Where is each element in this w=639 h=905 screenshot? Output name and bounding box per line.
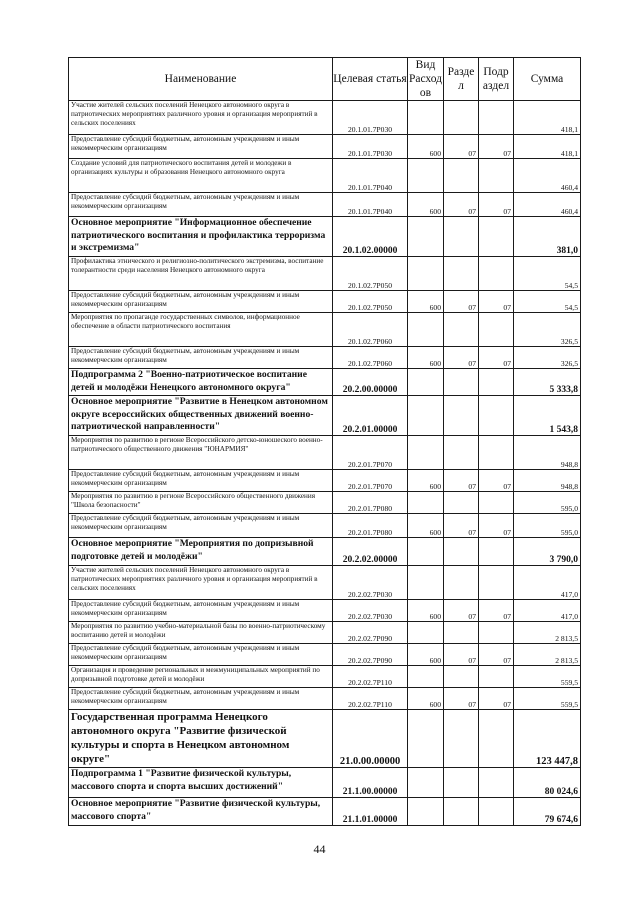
cell-subsection: [479, 101, 514, 135]
cell-sum: 3 790,0: [514, 538, 581, 566]
cell-name: Предоставление субсидий бюджетным, автономным учреждениям и иным некоммерческим организациям: [69, 600, 333, 622]
cell-expense-type: [408, 666, 444, 688]
cell-target-article: 20.2.02.7Р030: [333, 600, 408, 622]
cell-expense-type: [408, 101, 444, 135]
cell-target-article: 20.1.02.7Р050: [333, 257, 408, 291]
cell-sum: 559,5: [514, 688, 581, 710]
cell-subsection: 07: [479, 193, 514, 217]
cell-section: [444, 436, 479, 470]
cell-subsection: 07: [479, 600, 514, 622]
cell-sum: 326,5: [514, 313, 581, 347]
cell-sum: 417,0: [514, 566, 581, 600]
cell-target-article: 20.2.00.00000: [333, 369, 408, 396]
cell-sum: 2 813,5: [514, 644, 581, 666]
cell-subsection: [479, 313, 514, 347]
cell-subsection: [479, 566, 514, 600]
header-section: Разде л: [444, 58, 479, 101]
cell-section: 07: [444, 291, 479, 313]
cell-sum: 326,5: [514, 347, 581, 369]
budget-table: [68, 57, 581, 826]
cell-name: Подпрограмма 1 "Развитие физической культуры, массового спорта и спорта высших достижений": [69, 768, 333, 798]
cell-expense-type: 600: [408, 688, 444, 710]
cell-sum: 418,1: [514, 135, 581, 159]
cell-sum: 460,4: [514, 159, 581, 193]
table-row: [69, 101, 581, 135]
cell-target-article: 20.2.01.7Р080: [333, 492, 408, 514]
cell-sum: 381,0: [514, 217, 581, 257]
cell-expense-type: [408, 217, 444, 257]
cell-sum: 1 543,8: [514, 396, 581, 436]
cell-sum: 123 447,8: [514, 710, 581, 768]
cell-sum: 418,1: [514, 101, 581, 135]
cell-subsection: [479, 538, 514, 566]
cell-subsection: [479, 396, 514, 436]
cell-expense-type: [408, 313, 444, 347]
cell-target-article: 20.2.02.7Р110: [333, 688, 408, 710]
cell-target-article: 20.1.02.7Р050: [333, 291, 408, 313]
table-row: [69, 622, 581, 644]
table-row: [69, 566, 581, 600]
cell-name: Основное мероприятие "Развитие в Ненецком автономном округе всероссийских общественных движений военно-патриотической направленности": [69, 396, 333, 436]
cell-section: 07: [444, 347, 479, 369]
cell-name: Предоставление субсидий бюджетным, автономным учреждениям и иным некоммерческим организациям: [69, 347, 333, 369]
cell-section: [444, 257, 479, 291]
cell-section: 07: [444, 600, 479, 622]
cell-name: Создание условий для патриотического воспитания детей и молодежи в организациях культуры и образования Ненецкого автономного округа: [69, 159, 333, 193]
cell-section: [444, 159, 479, 193]
cell-subsection: 07: [479, 514, 514, 538]
cell-target-article: 20.1.01.7Р040: [333, 159, 408, 193]
cell-name: Предоставление субсидий бюджетным, автономным учреждениям и иным некоммерческим организациям: [69, 291, 333, 313]
cell-expense-type: [408, 566, 444, 600]
cell-expense-type: [408, 798, 444, 826]
cell-sum: 54,5: [514, 257, 581, 291]
table-row: [69, 666, 581, 688]
cell-name: Предоставление субсидий бюджетным, автономным учреждениям и иным некоммерческим организациям: [69, 470, 333, 492]
cell-sum: 460,4: [514, 193, 581, 217]
cell-name: Государственная программа Ненецкого автономного округа "Развитие физической культуры и спорта в Ненецком автономном округе": [69, 710, 333, 768]
cell-expense-type: [408, 492, 444, 514]
cell-name: Предоставление субсидий бюджетным, автономным учреждениям и иным некоммерческим организациям: [69, 644, 333, 666]
cell-section: 07: [444, 470, 479, 492]
cell-sum: 5 333,8: [514, 369, 581, 396]
cell-target-article: 20.1.02.7Р060: [333, 347, 408, 369]
table-row: [69, 436, 581, 470]
table-row: [69, 369, 581, 396]
cell-target-article: 20.1.01.7Р030: [333, 135, 408, 159]
cell-target-article: 21.1.00.00000: [333, 768, 408, 798]
cell-subsection: 07: [479, 135, 514, 159]
cell-expense-type: [408, 369, 444, 396]
cell-target-article: 20.2.02.7Р030: [333, 566, 408, 600]
cell-sum: 80 024,6: [514, 768, 581, 798]
cell-expense-type: [408, 710, 444, 768]
table-header: [69, 58, 581, 101]
table-row: [69, 688, 581, 710]
table-row: [69, 257, 581, 291]
cell-sum: 948,8: [514, 436, 581, 470]
cell-expense-type: [408, 436, 444, 470]
table-row: [69, 159, 581, 193]
cell-name: Мероприятия по развитию учебно-материальной базы по военно-патриотическому воспитанию детей и молодёжи: [69, 622, 333, 644]
cell-name: Предоставление субсидий бюджетным, автономным учреждениям и иным некоммерческим организациям: [69, 193, 333, 217]
cell-subsection: [479, 666, 514, 688]
cell-subsection: [479, 492, 514, 514]
cell-target-article: 20.2.02.00000: [333, 538, 408, 566]
cell-name: Предоставление субсидий бюджетным, автономным учреждениям и иным некоммерческим организациям: [69, 135, 333, 159]
cell-subsection: [479, 436, 514, 470]
cell-section: [444, 798, 479, 826]
cell-target-article: 20.2.02.7Р090: [333, 644, 408, 666]
table-row: [69, 538, 581, 566]
table-row: [69, 396, 581, 436]
cell-target-article: 20.2.01.7Р070: [333, 470, 408, 492]
cell-name: Профилактика этнического и религиозно-политического экстремизма, воспитание толерантности среди населения Ненецкого автономного округа: [69, 257, 333, 291]
cell-name: Подпрограмма 2 "Военно-патриотическое воспитание детей и молодёжи Ненецкого автономного округа": [69, 369, 333, 396]
cell-sum: 595,0: [514, 492, 581, 514]
header-name: Наименование: [69, 58, 333, 101]
cell-subsection: [479, 622, 514, 644]
cell-section: [444, 313, 479, 347]
cell-name: Основное мероприятие "Развитие физической культуры, массового спорта": [69, 798, 333, 826]
page-number: 44: [313, 842, 326, 856]
cell-section: 07: [444, 644, 479, 666]
cell-expense-type: [408, 622, 444, 644]
cell-target-article: 21.1.01.00000: [333, 798, 408, 826]
cell-sum: 54,5: [514, 291, 581, 313]
cell-expense-type: [408, 768, 444, 798]
cell-expense-type: [408, 396, 444, 436]
cell-target-article: 20.2.01.00000: [333, 396, 408, 436]
cell-name: Мероприятия по развитию в регионе Всероссийского детско-юношеского военно-патриотического общественного движения "ЮНАРМИЯ": [69, 436, 333, 470]
cell-name: Предоставление субсидий бюджетным, автономным учреждениям и иным некоммерческим организациям: [69, 514, 333, 538]
cell-section: 07: [444, 688, 479, 710]
table-row: [69, 768, 581, 798]
cell-section: 07: [444, 514, 479, 538]
cell-target-article: 20.1.02.00000: [333, 217, 408, 257]
cell-sum: 417,0: [514, 600, 581, 622]
table-row: [69, 514, 581, 538]
cell-sum: 595,0: [514, 514, 581, 538]
cell-name: Мероприятия по развитию в регионе Всероссийского общественного движения "Школа безопасности": [69, 492, 333, 514]
cell-sum: 2 813,5: [514, 622, 581, 644]
cell-expense-type: 600: [408, 135, 444, 159]
cell-sum: 948,8: [514, 470, 581, 492]
cell-target-article: 20.1.01.7Р030: [333, 101, 408, 135]
cell-section: [444, 396, 479, 436]
table-row: [69, 193, 581, 217]
cell-target-article: 20.2.02.7Р110: [333, 666, 408, 688]
cell-section: 07: [444, 135, 479, 159]
cell-expense-type: 600: [408, 470, 444, 492]
cell-sum: 79 674,6: [514, 798, 581, 826]
cell-expense-type: [408, 257, 444, 291]
cell-subsection: [479, 217, 514, 257]
table-row: [69, 135, 581, 159]
cell-name: Основное мероприятие "Информационное обеспечение патриотического воспитания и профилактика терроризма и экстремизма": [69, 217, 333, 257]
cell-section: [444, 369, 479, 396]
cell-name: Предоставление субсидий бюджетным, автономным учреждениям и иным некоммерческим организациям: [69, 688, 333, 710]
cell-subsection: [479, 798, 514, 826]
cell-target-article: 20.1.01.7Р040: [333, 193, 408, 217]
cell-expense-type: 600: [408, 514, 444, 538]
table-row: [69, 710, 581, 768]
cell-section: [444, 492, 479, 514]
table-body: [69, 101, 581, 826]
cell-subsection: 07: [479, 688, 514, 710]
cell-section: [444, 101, 479, 135]
table-row: [69, 798, 581, 826]
table-row: [69, 291, 581, 313]
cell-subsection: 07: [479, 470, 514, 492]
cell-expense-type: 600: [408, 644, 444, 666]
cell-expense-type: 600: [408, 193, 444, 217]
cell-section: [444, 622, 479, 644]
cell-target-article: 21.0.00.00000: [333, 710, 408, 768]
cell-subsection: [479, 710, 514, 768]
cell-section: [444, 666, 479, 688]
cell-section: [444, 566, 479, 600]
cell-subsection: 07: [479, 644, 514, 666]
cell-name: Основное мероприятие "Мероприятия по допризывной подготовке детей и молодёжи": [69, 538, 333, 566]
cell-expense-type: 600: [408, 291, 444, 313]
table-row: [69, 347, 581, 369]
header-subsection: Подр аздел: [479, 58, 514, 101]
cell-expense-type: [408, 159, 444, 193]
cell-section: [444, 710, 479, 768]
cell-section: [444, 217, 479, 257]
cell-expense-type: [408, 538, 444, 566]
cell-subsection: [479, 768, 514, 798]
table-row: [69, 492, 581, 514]
table-row: [69, 217, 581, 257]
header-expense-type: Вид Расход ов: [408, 59, 443, 99]
cell-subsection: [479, 369, 514, 396]
cell-name: Участие жителей сельских поселений Ненецкого автономного округа в патриотических мероприятиях различного уровня и организация мероприятий в сельских поселениях: [69, 566, 333, 600]
cell-subsection: [479, 159, 514, 193]
cell-sum: 559,5: [514, 666, 581, 688]
cell-section: 07: [444, 193, 479, 217]
cell-name: Организация и проведение региональных и межмуниципальных мероприятий по допризывной подготовке детей и молодёжи: [69, 666, 333, 688]
cell-expense-type: 600: [408, 347, 444, 369]
cell-subsection: 07: [479, 347, 514, 369]
cell-section: [444, 538, 479, 566]
cell-name: Участие жителей сельских поселений Ненецкого автономного округа в патриотических мероприятиях различного уровня и организация мероприятий в сельских поселениях: [69, 101, 333, 135]
cell-subsection: 07: [479, 291, 514, 313]
table-row: [69, 313, 581, 347]
header-sum: Сумма: [514, 58, 581, 101]
header-target-article: Целевая статья: [333, 58, 408, 101]
cell-target-article: 20.2.01.7Р080: [333, 514, 408, 538]
table-row: [69, 470, 581, 492]
cell-expense-type: 600: [408, 600, 444, 622]
cell-subsection: [479, 257, 514, 291]
cell-target-article: 20.1.02.7Р060: [333, 313, 408, 347]
table-row: [69, 644, 581, 666]
cell-target-article: 20.2.01.7Р070: [333, 436, 408, 470]
table-row: [69, 600, 581, 622]
cell-name: Мероприятия по пропаганде государственных символов, информационное обеспечение в области патриотического воспитания: [69, 313, 333, 347]
cell-section: [444, 768, 479, 798]
cell-target-article: 20.2.02.7Р090: [333, 622, 408, 644]
